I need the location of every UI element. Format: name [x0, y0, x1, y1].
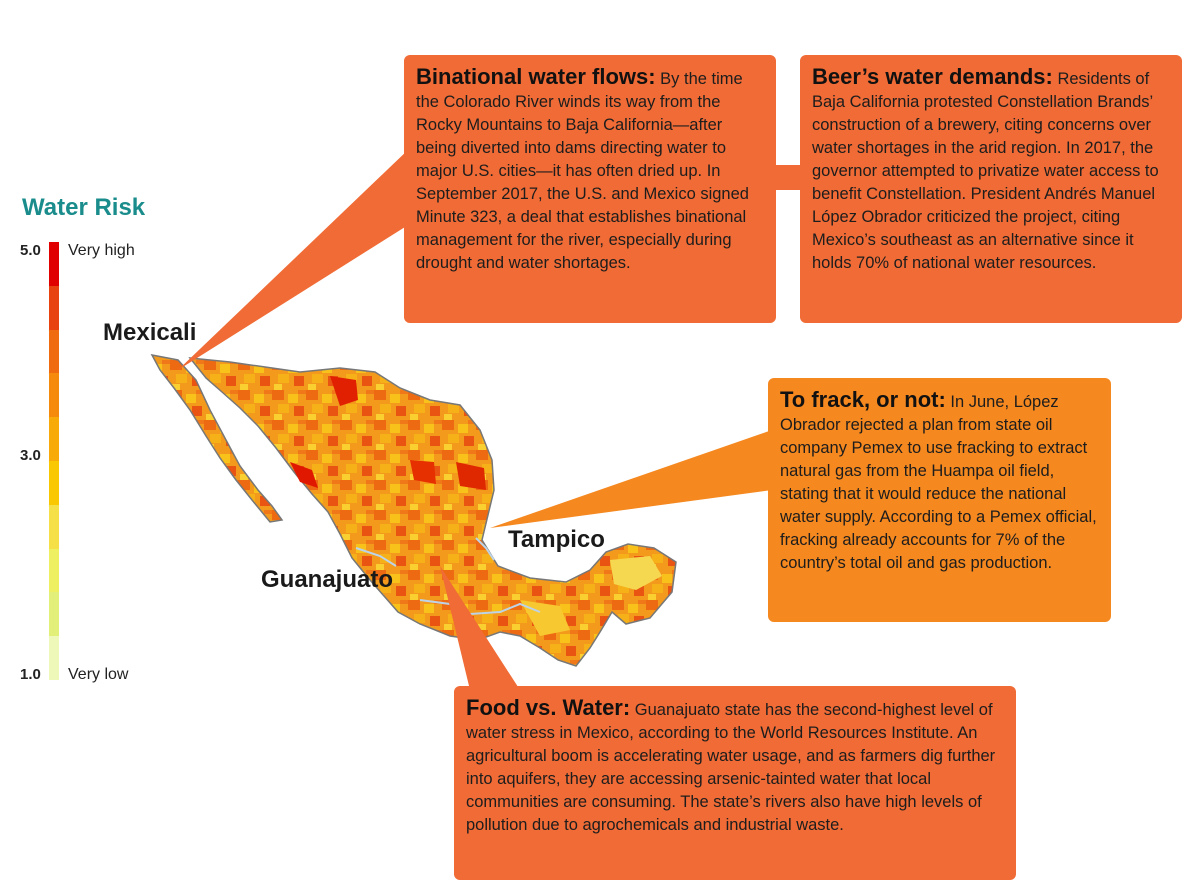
- callout-body: Residents of Baja California protested Constellation Brands’ construction of a brewery, citing concerns over water shortages in the arid region. In 2017, the governor attempted to privatize water access to benefit Constellation. President Andrés Manuel López Obrador criticized the project, citing Mexico’s southeast as an alternative since it holds 70% of national water resources.: [812, 70, 1159, 272]
- callout-heading: Food vs. Water:: [466, 695, 631, 720]
- callout-to-frack-or-not: [768, 378, 1111, 622]
- callout-beers-water-demands: [800, 55, 1182, 323]
- legend-title: Water Risk: [22, 194, 146, 221]
- callout-heading: To frack, or not:: [780, 387, 946, 412]
- callout-body: By the time the Colorado River winds its way from the Rocky Mountains to Baja California—after being diverted into dams directing water to major U.S. cities—it has often dried up. In September 2017, the U.S. and Mexico signed Minute 323, a deal that establishes binational management for the river, especially during drought and water shortages.: [416, 70, 749, 272]
- callout-heading: Beer’s water demands:: [812, 64, 1053, 89]
- city-label-mexicali: Mexicali: [103, 319, 197, 346]
- pointer-binational: [178, 148, 432, 370]
- scale-label-low: Very low: [68, 666, 129, 683]
- scale-label-high: Very high: [68, 242, 135, 259]
- scale-tick-max: 5.0: [20, 242, 41, 259]
- pointer-frack: [490, 430, 772, 528]
- city-label-tampico: Tampico: [508, 526, 605, 553]
- callout-food-vs-water: [454, 686, 1016, 880]
- scale-tick-mid: 3.0: [20, 447, 41, 464]
- scale-tick-min: 1.0: [20, 666, 41, 683]
- callout-binational-water-flows: [404, 55, 776, 323]
- callout-body: In June, López Obrador rejected a plan from state oil company Pemex to use fracking to extract natural gas from the Huampa oil field, stating that it would reduce the national water supply. According to a Pemex official, fracking already accounts for 7% of the country’s total oil and gas production.: [780, 393, 1097, 572]
- callout-heading: Binational water flows:: [416, 64, 656, 89]
- city-label-guanajuato: Guanajuato: [261, 566, 394, 593]
- callout-body: Guanajuato state has the second-highest level of water stress in Mexico, according to the World Resources Institute. An agricultural boom is accelerating water usage, and as farmers dig further into aquifers, they are accessing arsenic-tainted water that local communities are consuming. The state’s rivers also have high levels of pollution due to agrochemicals and industrial waste.: [466, 701, 996, 834]
